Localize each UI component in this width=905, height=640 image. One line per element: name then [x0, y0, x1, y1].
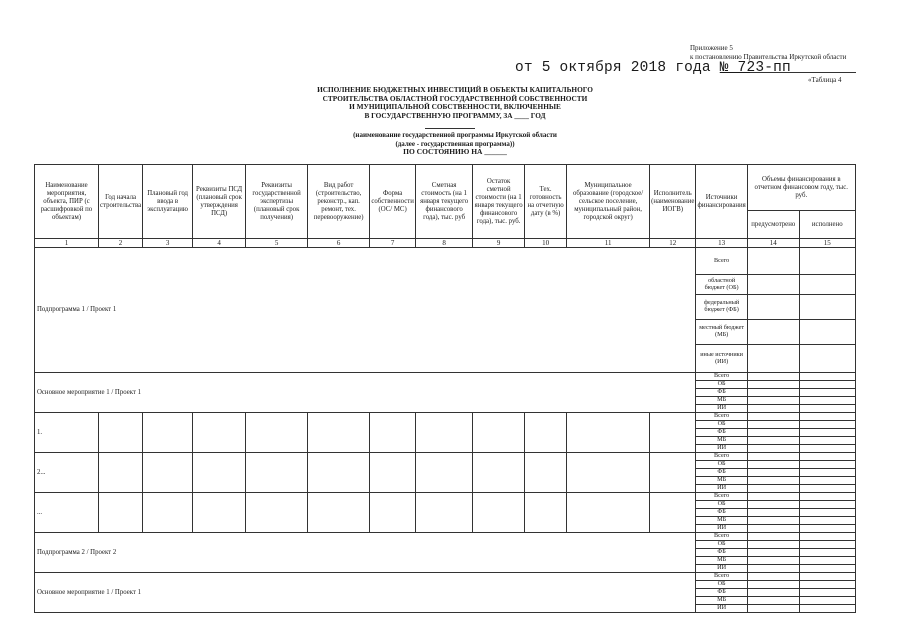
empty-cell [99, 493, 143, 533]
source-cell: ИИ [696, 445, 747, 453]
executed-cell [799, 565, 855, 573]
col-header-3: Плановый год ввода в эксплуатацию [143, 165, 193, 239]
source-cell: МБ [696, 557, 747, 565]
source-cell: ИИ [696, 525, 747, 533]
planned-cell [747, 493, 799, 501]
empty-cell [246, 493, 308, 533]
col-number: 8 [416, 239, 473, 248]
col-number: 5 [246, 239, 308, 248]
empty-cell [246, 413, 308, 453]
planned-cell [747, 295, 799, 320]
executed-cell [799, 437, 855, 445]
planned-cell [747, 557, 799, 565]
executed-cell [799, 605, 855, 613]
source-cell: ФБ [696, 589, 747, 597]
source-cell: ФБ [696, 469, 747, 477]
table-row [35, 248, 856, 275]
executed-cell [799, 517, 855, 525]
col-header-5: Реквизиты государственной экспертизы (плановый срок получения) [246, 165, 308, 239]
title-line-2: СТРОИТЕЛЬСТВА ОБЛАСТНОЙ ГОСУДАРСТВЕННОЙ СОБСТВЕННОСТИ [322, 93, 588, 103]
col-number: 6 [308, 239, 370, 248]
empty-cell [567, 493, 650, 533]
executed-cell [799, 493, 855, 501]
program-name-line [425, 128, 475, 129]
title-line-3: И МУНИЦИПАЛЬНОЙ СОБСТВЕННОСТИ, ВКЛЮЧЕННЫЕ [349, 102, 561, 112]
source-cell: МБ [696, 397, 747, 405]
empty-cell [99, 453, 143, 493]
executed-cell [799, 597, 855, 605]
planned-cell [747, 525, 799, 533]
decree-date: от 5 октября 2018 года [515, 60, 720, 76]
executed-cell [799, 533, 855, 541]
empty-cell [416, 493, 473, 533]
empty-cell [650, 413, 696, 453]
col-header-2: Год начала строительства [99, 165, 143, 239]
source-cell: МБ [696, 437, 747, 445]
col-number: 12 [650, 239, 696, 248]
executed-cell [799, 389, 855, 397]
planned-cell [747, 381, 799, 389]
planned-cell [747, 509, 799, 517]
source-cell: местный бюджет (МБ) [696, 320, 747, 345]
empty-cell [143, 413, 193, 453]
col-header-7: Форма собственности (ОС/ МС) [370, 165, 416, 239]
program-caption [330, 131, 580, 157]
empty-cell [525, 453, 567, 493]
executed-cell [799, 381, 855, 389]
planned-cell [747, 485, 799, 493]
col-number: 15 [799, 239, 855, 248]
planned-cell [747, 429, 799, 437]
col-header-10: Тех. готовность на отчетную дату (в %) [525, 165, 567, 239]
empty-cell [525, 493, 567, 533]
title-line-1: ИСПОЛНЕНИЕ БЮДЖЕТНЫХ ИНВЕСТИЦИЙ В ОБЪЕКТЫ КАПИТАЛЬНОГО [317, 85, 593, 94]
empty-cell [193, 493, 246, 533]
empty-cell [308, 493, 370, 533]
col-header-13: Источники финансирования [696, 165, 747, 239]
executed-cell [799, 248, 855, 275]
planned-cell [747, 445, 799, 453]
planned-cell [747, 397, 799, 405]
source-cell: ОБ [696, 421, 747, 429]
col-number: 3 [143, 239, 193, 248]
col-number: 10 [525, 239, 567, 248]
decree-reference [515, 60, 791, 76]
source-cell: ФБ [696, 509, 747, 517]
executed-cell [799, 485, 855, 493]
planned-cell [747, 405, 799, 413]
executed-cell [799, 445, 855, 453]
planned-cell [747, 373, 799, 381]
executed-cell [799, 477, 855, 485]
source-cell: ИИ [696, 485, 747, 493]
source-cell: ОБ [696, 381, 747, 389]
source-cell: МБ [696, 597, 747, 605]
executed-cell [799, 557, 855, 565]
empty-cell [246, 453, 308, 493]
col-header-12: Исполнитель (наименование ИОГВ) [650, 165, 696, 239]
empty-cell [473, 493, 525, 533]
source-cell: ФБ [696, 389, 747, 397]
planned-cell [747, 389, 799, 397]
col-number: 14 [747, 239, 799, 248]
empty-cell [308, 413, 370, 453]
planned-cell [747, 589, 799, 597]
empty-cell [473, 413, 525, 453]
planned-cell [747, 461, 799, 469]
source-cell: МБ [696, 517, 747, 525]
col-number: 11 [567, 239, 650, 248]
col-number: 1 [35, 239, 99, 248]
planned-cell [747, 453, 799, 461]
empty-cell [650, 493, 696, 533]
planned-cell [747, 320, 799, 345]
col-number: 7 [370, 239, 416, 248]
planned-cell [747, 533, 799, 541]
executed-cell [799, 573, 855, 581]
source-cell: Всего [696, 493, 747, 501]
col-number: 13 [696, 239, 747, 248]
block-label: Основное мероприятие 1 / Проект 1 [35, 373, 696, 413]
planned-cell [747, 477, 799, 485]
empty-cell [416, 453, 473, 493]
executed-cell [799, 453, 855, 461]
empty-cell [416, 413, 473, 453]
executed-cell [799, 549, 855, 557]
executed-cell [799, 509, 855, 517]
header-row [35, 165, 856, 211]
source-cell: МБ [696, 477, 747, 485]
block-label: ... [35, 493, 99, 533]
col-header-11: Муниципальное образование (городское/сельское поселение, муниципальный район, городской округ) [567, 165, 650, 239]
title-line-4: В ГОСУДАРСТВЕННУЮ ПРОГРАММУ, ЗА ____ ГОД [364, 110, 546, 120]
planned-cell [747, 517, 799, 525]
empty-cell [525, 413, 567, 453]
block-label: 2... [35, 453, 99, 493]
planned-cell [747, 469, 799, 477]
executed-cell [799, 541, 855, 549]
empty-cell [567, 413, 650, 453]
decree-underline [750, 72, 856, 73]
executed-cell [799, 275, 855, 295]
planned-cell [747, 501, 799, 509]
source-cell: ИИ [696, 405, 747, 413]
planned-cell [747, 581, 799, 589]
col-number: 2 [99, 239, 143, 248]
investment-table [34, 164, 856, 613]
empty-cell [308, 453, 370, 493]
executed-cell [799, 469, 855, 477]
executed-cell [799, 405, 855, 413]
table-note: «Таблица 4 [808, 76, 842, 84]
program-caption-line-2: (далее - государственная программа)) [395, 139, 515, 148]
block-label: Подпрограмма 2 / Проект 2 [35, 533, 696, 573]
source-cell: Всего [696, 248, 747, 275]
executed-cell [799, 320, 855, 345]
executed-cell [799, 413, 855, 421]
decree-number: № 723-пп [719, 60, 791, 76]
empty-cell [193, 413, 246, 453]
source-cell: ОБ [696, 581, 747, 589]
empty-cell [370, 453, 416, 493]
source-cell: ИИ [696, 565, 747, 573]
executed-cell [799, 429, 855, 437]
source-cell: ОБ [696, 501, 747, 509]
col-number: 4 [193, 239, 246, 248]
source-cell: федеральный бюджет (ФБ) [696, 295, 747, 320]
col-header-4: Реквизиты ПСД (плановый срок утверждения ПСД) [193, 165, 246, 239]
col-header-6: Вид работ (строительство, реконстр., кап. ремонт, тех. перевооружение) [308, 165, 370, 239]
planned-cell [747, 549, 799, 557]
empty-cell [650, 453, 696, 493]
empty-cell [143, 493, 193, 533]
planned-cell [747, 421, 799, 429]
executed-cell [799, 589, 855, 597]
executed-cell [799, 295, 855, 320]
appendix-line-2: к постановлению Правительства Иркутской области [690, 53, 847, 61]
source-cell: Всего [696, 573, 747, 581]
planned-cell [747, 248, 799, 275]
col-header-9: Остаток сметной стоимости (на 1 января текущего финансового года), тыс. руб. [473, 165, 525, 239]
empty-cell [143, 453, 193, 493]
executed-cell [799, 525, 855, 533]
block-label: 1. [35, 413, 99, 453]
executed-cell [799, 373, 855, 381]
empty-cell [193, 453, 246, 493]
source-cell: Всего [696, 373, 747, 381]
source-cell: ИИ [696, 605, 747, 613]
empty-cell [473, 453, 525, 493]
empty-cell [99, 413, 143, 453]
executed-cell [799, 581, 855, 589]
col-number: 9 [473, 239, 525, 248]
empty-cell [370, 413, 416, 453]
planned-cell [747, 565, 799, 573]
program-caption-line-1: (наименование государственной программы Иркутской области [353, 131, 557, 139]
executed-cell [799, 501, 855, 509]
executed-cell [799, 461, 855, 469]
planned-cell [747, 573, 799, 581]
source-cell: иные источники (ИИ) [696, 345, 747, 373]
planned-cell [747, 275, 799, 295]
appendix-line-1: Приложение 5 [690, 44, 733, 52]
financing-header: Объемы финансирования в отчетном финансовом году, тыс. руб. [747, 165, 855, 211]
source-cell: ФБ [696, 429, 747, 437]
column-number-row [35, 239, 856, 248]
planned-cell [747, 413, 799, 421]
source-cell: ОБ [696, 541, 747, 549]
source-cell: Всего [696, 413, 747, 421]
planned-cell [747, 541, 799, 549]
col-header-8: Сметная стоимость (на 1 января текущего финансового года), тыс. руб [416, 165, 473, 239]
document-title [300, 86, 610, 120]
col-header-1: Наименование мероприятия, объекта, ПИР (с расшифровкой по объектам) [35, 165, 99, 239]
empty-cell [567, 453, 650, 493]
as-of-date: ПО СОСТОЯНИЮ НА ______ [403, 147, 507, 157]
executed-cell [799, 421, 855, 429]
executed-cell [799, 397, 855, 405]
planned-cell [747, 345, 799, 373]
source-cell: ОБ [696, 461, 747, 469]
planned-cell [747, 605, 799, 613]
block-label: Основное мероприятие 1 / Проект 1 [35, 573, 696, 613]
executed-cell [799, 345, 855, 373]
block-label: Подпрограмма 1 / Проект 1 [35, 248, 696, 373]
source-cell: Всего [696, 533, 747, 541]
planned-cell [747, 597, 799, 605]
empty-cell [370, 493, 416, 533]
source-cell: областной бюджет (ОБ) [696, 275, 747, 295]
source-cell: Всего [696, 453, 747, 461]
planned-cell [747, 437, 799, 445]
col-header-executed: исполнено [799, 211, 855, 239]
col-header-planned: предусмотрено [747, 211, 799, 239]
source-cell: ФБ [696, 549, 747, 557]
